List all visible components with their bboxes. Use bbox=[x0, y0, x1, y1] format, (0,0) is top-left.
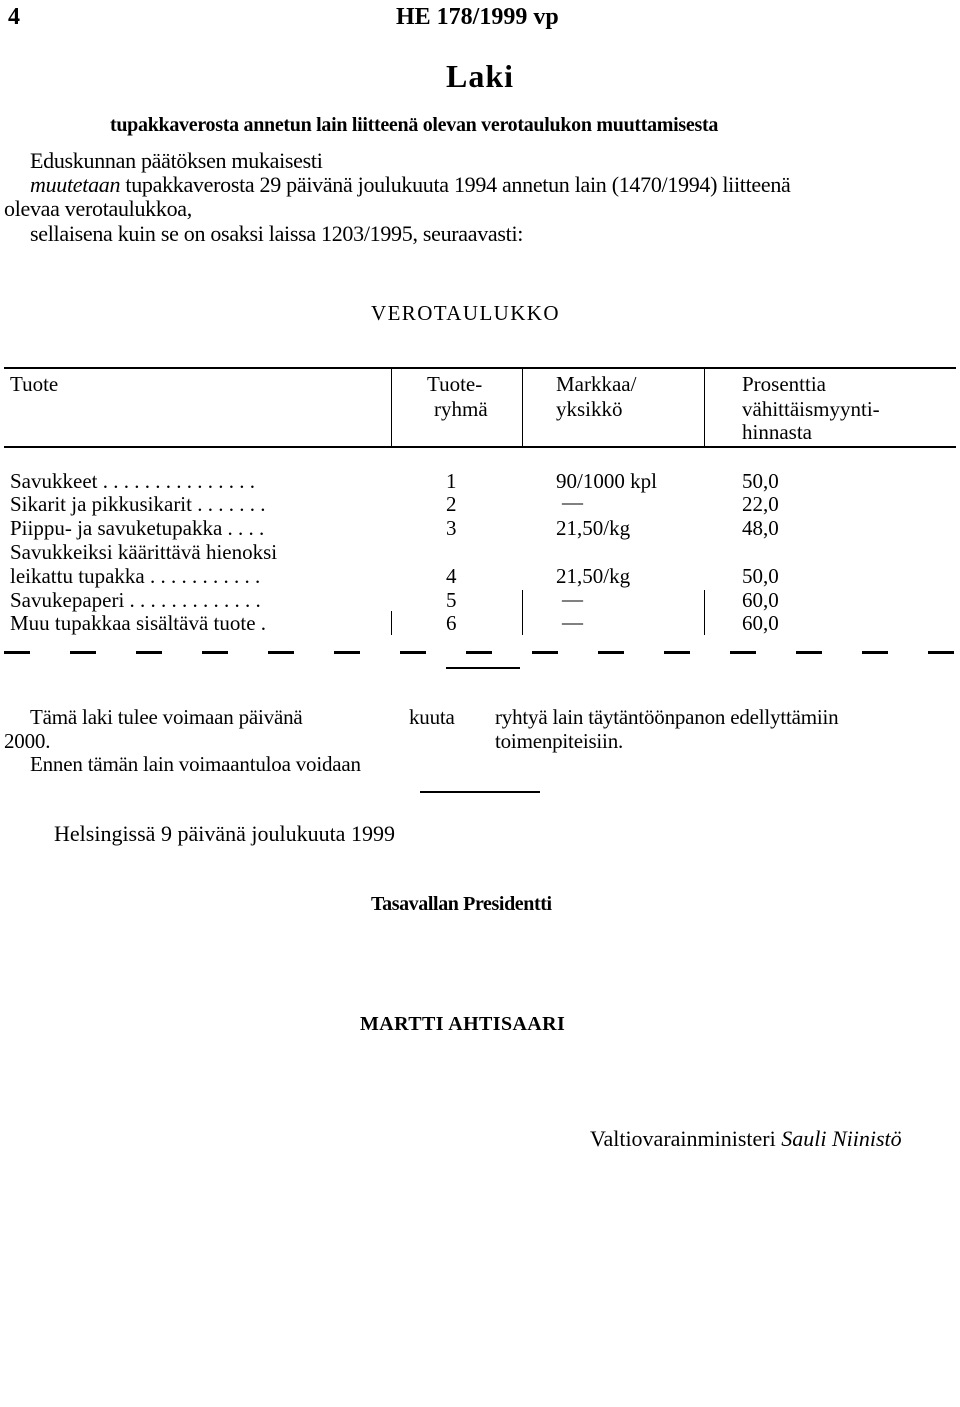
cell-percent: 50,0 bbox=[742, 564, 779, 588]
column-divider bbox=[704, 368, 705, 447]
column-divider bbox=[522, 590, 523, 635]
president-title: Tasavallan Presidentti bbox=[371, 893, 552, 915]
column-divider bbox=[391, 611, 392, 635]
cell-group: 5 bbox=[446, 588, 457, 612]
president-name: MARTTI AHTISAARI bbox=[360, 1013, 566, 1035]
entry-right-line-2: toimenpiteisiin. bbox=[495, 729, 624, 753]
table-top-rule bbox=[4, 367, 956, 369]
cell-unit: 21,50/kg bbox=[556, 516, 631, 540]
minister-title: Valtiovarainministeri bbox=[590, 1126, 782, 1151]
section-divider bbox=[420, 791, 540, 793]
cell-group: 4 bbox=[446, 564, 457, 588]
cell-percent: 60,0 bbox=[742, 611, 779, 635]
header-percent-3: hinnasta bbox=[742, 420, 812, 444]
signing-place-date: Helsingissä 9 päivänä joulukuuta 1999 bbox=[54, 821, 395, 846]
cell-group: 2 bbox=[446, 492, 457, 516]
intro-line-4: sellaisena kuin se on osaksi laissa 1203/1995, seuraavasti: bbox=[30, 221, 524, 246]
entry-left-line-1b: kuuta bbox=[409, 705, 455, 729]
intro-line-1: Eduskunnan päätöksen mukaisesti bbox=[30, 148, 323, 173]
cell-product: Savukepaperi . . . . . . . . . . . . . bbox=[10, 588, 261, 612]
header-unit-2: yksikkö bbox=[556, 397, 623, 421]
header-unit-1: Markkaa/ bbox=[556, 372, 637, 396]
cell-percent: 48,0 bbox=[742, 516, 779, 540]
intro-verb: muutetaan bbox=[30, 172, 121, 197]
header-percent-1: Prosenttia bbox=[742, 372, 826, 396]
cell-product: Piippu- ja savuketupakka . . . . bbox=[10, 516, 265, 540]
page-number: 4 bbox=[8, 4, 20, 30]
cell-product: Savukkeiksi käärittävä hienoksi bbox=[10, 540, 278, 564]
cell-group: 6 bbox=[446, 611, 457, 635]
minister-signature bbox=[590, 1126, 902, 1152]
cell-unit: — bbox=[562, 587, 583, 611]
cell-percent: 50,0 bbox=[742, 469, 779, 493]
entry-right-line-1: ryhtyä lain täytäntöönpanon edellyttämiin bbox=[495, 705, 839, 729]
cell-product: Muu tupakkaa sisältävä tuote . bbox=[10, 611, 267, 635]
column-divider bbox=[522, 368, 523, 447]
cell-product: Sikarit ja pikkusikarit . . . . . . . bbox=[10, 492, 266, 516]
law-title: Laki bbox=[446, 58, 515, 94]
law-subtitle: tupakkaverosta annetun lain liitteenä olevan verotaulukon muuttamisesta bbox=[110, 114, 719, 136]
header-product: Tuote bbox=[10, 372, 59, 396]
cell-percent: 60,0 bbox=[742, 588, 779, 612]
intro-line-2 bbox=[30, 172, 791, 198]
table-header-rule bbox=[4, 446, 956, 448]
intro-line-2-text: tupakkaverosta 29 päivänä joulukuuta 1994 annetun lain (1470/1994) liitteenä bbox=[120, 172, 791, 197]
header-percent-2: vähittäismyynti- bbox=[742, 397, 880, 421]
section-divider bbox=[446, 667, 520, 669]
minister-name: Sauli Niinistö bbox=[781, 1126, 902, 1151]
cell-group: 1 bbox=[446, 469, 457, 493]
cell-unit: — bbox=[562, 610, 583, 634]
cell-unit: 21,50/kg bbox=[556, 564, 631, 588]
entry-left-line-3: Ennen tämän lain voimaantuloa voidaan bbox=[30, 752, 361, 776]
column-divider bbox=[391, 368, 392, 447]
column-divider bbox=[704, 590, 705, 635]
header-group-1: Tuote- bbox=[427, 372, 483, 396]
table-bottom-dashed-rule bbox=[4, 651, 956, 654]
table-title: VEROTAULUKKO bbox=[371, 301, 560, 325]
entry-left-line-1a: Tämä laki tulee voimaan päivänä bbox=[30, 705, 303, 729]
cell-group: 3 bbox=[446, 516, 457, 540]
header-group-2: ryhmä bbox=[434, 397, 488, 421]
cell-unit: — bbox=[562, 490, 583, 514]
cell-percent: 22,0 bbox=[742, 492, 779, 516]
entry-left-line-2: 2000. bbox=[4, 729, 51, 753]
cell-product: Savukkeet . . . . . . . . . . . . . . . bbox=[10, 469, 255, 493]
cell-product: leikattu tupakka . . . . . . . . . . . bbox=[10, 564, 261, 588]
cell-unit: 90/1000 kpl bbox=[556, 469, 657, 493]
intro-line-3: olevaa verotaulukkoa, bbox=[4, 196, 192, 221]
document-id: HE 178/1999 vp bbox=[396, 4, 559, 30]
